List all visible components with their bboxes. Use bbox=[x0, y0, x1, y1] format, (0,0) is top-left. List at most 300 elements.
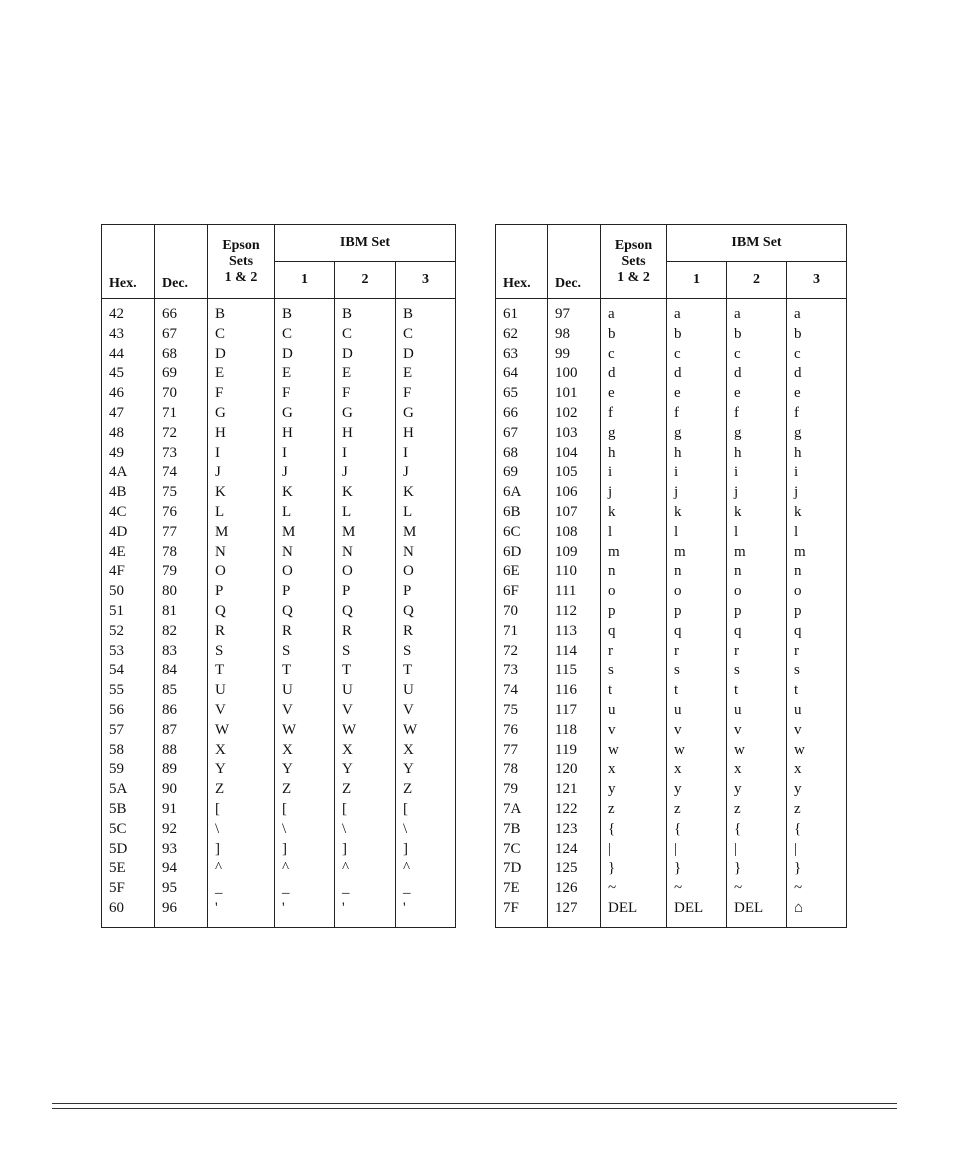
table-row bbox=[496, 800, 847, 820]
dec-cell: 126 bbox=[548, 879, 601, 899]
table-row bbox=[102, 602, 456, 622]
ibm2-cell: i bbox=[727, 463, 787, 483]
table-row bbox=[496, 543, 847, 563]
epson-cell: ' bbox=[208, 899, 275, 927]
ibm3-cell: G bbox=[396, 404, 456, 424]
ibm2-cell: C bbox=[335, 325, 396, 345]
dec-cell: 102 bbox=[548, 404, 601, 424]
dec-cell: 84 bbox=[155, 661, 208, 681]
table-row bbox=[496, 741, 847, 761]
ibm2-cell: ' bbox=[335, 899, 396, 927]
ibm3-cell: i bbox=[787, 463, 847, 483]
ibm1-cell: N bbox=[275, 543, 335, 563]
ibm-set-header: IBM Set bbox=[275, 225, 456, 262]
ibm3-cell: B bbox=[396, 299, 456, 325]
table-row bbox=[102, 543, 456, 563]
epson-cell: N bbox=[208, 543, 275, 563]
ibm1-cell: x bbox=[667, 760, 727, 780]
epson-cell: L bbox=[208, 503, 275, 523]
epson-header bbox=[601, 225, 667, 299]
epson-cell: B bbox=[208, 299, 275, 325]
dec-cell: 108 bbox=[548, 523, 601, 543]
ibm3-cell: V bbox=[396, 701, 456, 721]
ibm2-cell: V bbox=[335, 701, 396, 721]
dec-cell: 88 bbox=[155, 741, 208, 761]
table-row bbox=[102, 364, 456, 384]
ibm2-cell: m bbox=[727, 543, 787, 563]
table-row bbox=[102, 681, 456, 701]
epson-cell: I bbox=[208, 444, 275, 464]
epson-cell: a bbox=[601, 299, 667, 325]
ibm3-cell: U bbox=[396, 681, 456, 701]
ibm1-cell: D bbox=[275, 345, 335, 365]
table-row bbox=[496, 701, 847, 721]
ibm1-cell: J bbox=[275, 463, 335, 483]
ibm2-cell: G bbox=[335, 404, 396, 424]
dec-cell: 125 bbox=[548, 859, 601, 879]
ibm1-cell: I bbox=[275, 444, 335, 464]
table-row bbox=[496, 840, 847, 860]
table-row bbox=[102, 622, 456, 642]
dec-cell: 106 bbox=[548, 483, 601, 503]
dec-cell: 112 bbox=[548, 602, 601, 622]
dec-cell: 79 bbox=[155, 562, 208, 582]
ibm3-cell: X bbox=[396, 741, 456, 761]
hex-cell: 6F bbox=[496, 582, 548, 602]
ibm3-cell: I bbox=[396, 444, 456, 464]
ibm1-cell: H bbox=[275, 424, 335, 444]
table-row bbox=[102, 859, 456, 879]
epson-cell: b bbox=[601, 325, 667, 345]
epson-cell: D bbox=[208, 345, 275, 365]
ibm3-cell: J bbox=[396, 463, 456, 483]
dec-cell: 78 bbox=[155, 543, 208, 563]
ibm2-cell: U bbox=[335, 681, 396, 701]
hex-cell: 79 bbox=[496, 780, 548, 800]
ibm1-cell: v bbox=[667, 721, 727, 741]
ibm3-cell: y bbox=[787, 780, 847, 800]
dec-cell: 74 bbox=[155, 463, 208, 483]
epson-cell: Y bbox=[208, 760, 275, 780]
hex-cell: 7B bbox=[496, 820, 548, 840]
ibm3-cell: ^ bbox=[396, 859, 456, 879]
table-row bbox=[102, 879, 456, 899]
table-row bbox=[496, 622, 847, 642]
table-row bbox=[102, 483, 456, 503]
dec-cell: 86 bbox=[155, 701, 208, 721]
table-row bbox=[496, 424, 847, 444]
ibm2-cell: x bbox=[727, 760, 787, 780]
dec-cell: 72 bbox=[155, 424, 208, 444]
epson-cell: Q bbox=[208, 602, 275, 622]
dec-cell: 83 bbox=[155, 642, 208, 662]
hex-cell: 74 bbox=[496, 681, 548, 701]
table-row bbox=[102, 800, 456, 820]
hex-cell: 75 bbox=[496, 701, 548, 721]
ibm2-cell: u bbox=[727, 701, 787, 721]
ibm3-cell: o bbox=[787, 582, 847, 602]
dec-cell: 89 bbox=[155, 760, 208, 780]
dec-cell: 87 bbox=[155, 721, 208, 741]
ibm3-cell: t bbox=[787, 681, 847, 701]
ibm2-cell: y bbox=[727, 780, 787, 800]
hex-cell: 6D bbox=[496, 543, 548, 563]
ibm1-cell: ' bbox=[275, 899, 335, 927]
table-row bbox=[102, 780, 456, 800]
dec-cell: 85 bbox=[155, 681, 208, 701]
epson-cell: F bbox=[208, 384, 275, 404]
ibm3-cell: Q bbox=[396, 602, 456, 622]
table-row bbox=[496, 463, 847, 483]
epson-cell: { bbox=[601, 820, 667, 840]
hex-cell: 67 bbox=[496, 424, 548, 444]
ibm3-cell: D bbox=[396, 345, 456, 365]
table-row bbox=[496, 562, 847, 582]
ibm1-cell: R bbox=[275, 622, 335, 642]
hex-cell: 61 bbox=[496, 299, 548, 325]
hex-cell: 57 bbox=[102, 721, 155, 741]
ibm2-cell: \ bbox=[335, 820, 396, 840]
char-table-body bbox=[102, 299, 456, 928]
epson-cell: y bbox=[601, 780, 667, 800]
dec-cell: 97 bbox=[548, 299, 601, 325]
ibm1-cell: h bbox=[667, 444, 727, 464]
character-table-right bbox=[495, 224, 846, 928]
hex-cell: 60 bbox=[102, 899, 155, 927]
table-row bbox=[496, 404, 847, 424]
ibm1-cell: K bbox=[275, 483, 335, 503]
ibm1-cell: q bbox=[667, 622, 727, 642]
dec-cell: 69 bbox=[155, 364, 208, 384]
ibm1-cell: z bbox=[667, 800, 727, 820]
ibm2-cell: Z bbox=[335, 780, 396, 800]
hex-cell: 47 bbox=[102, 404, 155, 424]
ibm-sub-header-2: 2 bbox=[335, 262, 396, 299]
epson-cell: S bbox=[208, 642, 275, 662]
table-row bbox=[496, 523, 847, 543]
hex-cell: 76 bbox=[496, 721, 548, 741]
ibm3-cell: O bbox=[396, 562, 456, 582]
character-table-left bbox=[101, 224, 455, 928]
epson-cell: e bbox=[601, 384, 667, 404]
table-row bbox=[102, 523, 456, 543]
ibm3-cell: b bbox=[787, 325, 847, 345]
ibm3-cell: ' bbox=[396, 899, 456, 927]
hex-cell: 59 bbox=[102, 760, 155, 780]
table-row bbox=[102, 899, 456, 927]
ibm1-cell: W bbox=[275, 721, 335, 741]
epson-cell: z bbox=[601, 800, 667, 820]
table-row bbox=[102, 642, 456, 662]
dec-cell: 120 bbox=[548, 760, 601, 780]
ibm1-cell: G bbox=[275, 404, 335, 424]
table-row bbox=[102, 503, 456, 523]
epson-cell: R bbox=[208, 622, 275, 642]
ibm1-cell: X bbox=[275, 741, 335, 761]
ibm2-cell: L bbox=[335, 503, 396, 523]
hex-header: Hex. bbox=[102, 225, 155, 299]
ibm3-cell: \ bbox=[396, 820, 456, 840]
epson-cell: i bbox=[601, 463, 667, 483]
ibm2-cell: I bbox=[335, 444, 396, 464]
epson-header-line2: Sets bbox=[621, 253, 646, 269]
hex-cell: 71 bbox=[496, 622, 548, 642]
epson-cell: c bbox=[601, 345, 667, 365]
ibm3-cell: d bbox=[787, 364, 847, 384]
ibm1-cell: ^ bbox=[275, 859, 335, 879]
ibm1-cell: p bbox=[667, 602, 727, 622]
epson-cell: d bbox=[601, 364, 667, 384]
hex-cell: 5A bbox=[102, 780, 155, 800]
ibm1-cell: a bbox=[667, 299, 727, 325]
ibm-sub-header-1: 1 bbox=[275, 262, 335, 299]
dec-cell: 75 bbox=[155, 483, 208, 503]
ibm3-cell: | bbox=[787, 840, 847, 860]
hex-cell: 7F bbox=[496, 899, 548, 927]
ibm2-cell: ^ bbox=[335, 859, 396, 879]
table-row bbox=[102, 345, 456, 365]
ibm2-cell: J bbox=[335, 463, 396, 483]
table-row bbox=[102, 424, 456, 444]
dec-cell: 115 bbox=[548, 661, 601, 681]
table-row bbox=[496, 899, 847, 927]
ibm2-cell: K bbox=[335, 483, 396, 503]
ibm3-cell: ] bbox=[396, 840, 456, 860]
ibm1-cell: y bbox=[667, 780, 727, 800]
ibm2-cell: z bbox=[727, 800, 787, 820]
ibm-sub-header-3: 3 bbox=[787, 262, 847, 299]
ibm3-cell: ~ bbox=[787, 879, 847, 899]
dec-cell: 95 bbox=[155, 879, 208, 899]
hex-cell: 43 bbox=[102, 325, 155, 345]
table-row bbox=[102, 404, 456, 424]
hex-cell: 51 bbox=[102, 602, 155, 622]
table-row bbox=[496, 681, 847, 701]
dec-cell: 107 bbox=[548, 503, 601, 523]
epson-cell: ^ bbox=[208, 859, 275, 879]
hex-cell: 4E bbox=[102, 543, 155, 563]
hex-cell: 62 bbox=[496, 325, 548, 345]
ibm3-cell: c bbox=[787, 345, 847, 365]
hex-cell: 69 bbox=[496, 463, 548, 483]
ibm2-cell: g bbox=[727, 424, 787, 444]
dec-cell: 110 bbox=[548, 562, 601, 582]
table-row bbox=[102, 562, 456, 582]
char-table-body bbox=[496, 299, 847, 928]
dec-cell: 121 bbox=[548, 780, 601, 800]
hex-cell: 4B bbox=[102, 483, 155, 503]
table-row bbox=[102, 840, 456, 860]
dec-cell: 73 bbox=[155, 444, 208, 464]
ibm1-cell: k bbox=[667, 503, 727, 523]
ibm3-cell: e bbox=[787, 384, 847, 404]
ibm3-cell: S bbox=[396, 642, 456, 662]
ibm2-cell: j bbox=[727, 483, 787, 503]
ibm3-cell: p bbox=[787, 602, 847, 622]
ibm3-cell: [ bbox=[396, 800, 456, 820]
ibm1-cell: c bbox=[667, 345, 727, 365]
hex-cell: 44 bbox=[102, 345, 155, 365]
ibm1-cell: ~ bbox=[667, 879, 727, 899]
epson-cell: V bbox=[208, 701, 275, 721]
ibm1-cell: s bbox=[667, 661, 727, 681]
table-row bbox=[496, 661, 847, 681]
epson-cell: ~ bbox=[601, 879, 667, 899]
table-row bbox=[102, 463, 456, 483]
ibm2-cell: h bbox=[727, 444, 787, 464]
dec-cell: 66 bbox=[155, 299, 208, 325]
hex-cell: 7A bbox=[496, 800, 548, 820]
epson-cell: g bbox=[601, 424, 667, 444]
epson-cell: k bbox=[601, 503, 667, 523]
dec-cell: 122 bbox=[548, 800, 601, 820]
ibm1-cell: l bbox=[667, 523, 727, 543]
dec-cell: 67 bbox=[155, 325, 208, 345]
epson-cell: r bbox=[601, 642, 667, 662]
ibm3-cell: g bbox=[787, 424, 847, 444]
ibm2-cell: p bbox=[727, 602, 787, 622]
char-table bbox=[495, 224, 847, 928]
table-row bbox=[102, 721, 456, 741]
epson-cell: ] bbox=[208, 840, 275, 860]
ibm3-cell: m bbox=[787, 543, 847, 563]
ibm2-cell: c bbox=[727, 345, 787, 365]
dec-cell: 123 bbox=[548, 820, 601, 840]
dec-cell: 116 bbox=[548, 681, 601, 701]
ibm2-cell: Y bbox=[335, 760, 396, 780]
epson-cell: H bbox=[208, 424, 275, 444]
epson-cell: u bbox=[601, 701, 667, 721]
epson-cell: } bbox=[601, 859, 667, 879]
ibm1-cell: w bbox=[667, 741, 727, 761]
ibm2-cell: b bbox=[727, 325, 787, 345]
ibm2-cell: r bbox=[727, 642, 787, 662]
hex-cell: 72 bbox=[496, 642, 548, 662]
hex-cell: 58 bbox=[102, 741, 155, 761]
hex-cell: 55 bbox=[102, 681, 155, 701]
ibm1-cell: r bbox=[667, 642, 727, 662]
table-row bbox=[102, 325, 456, 345]
table-row bbox=[102, 661, 456, 681]
table-row bbox=[102, 741, 456, 761]
hex-cell: 4C bbox=[102, 503, 155, 523]
ibm1-cell: e bbox=[667, 384, 727, 404]
ibm2-cell: ] bbox=[335, 840, 396, 860]
epson-header-line3: 1 & 2 bbox=[617, 269, 650, 285]
ibm2-cell: n bbox=[727, 562, 787, 582]
ibm-sub-header-2: 2 bbox=[727, 262, 787, 299]
ibm2-cell: W bbox=[335, 721, 396, 741]
ibm-sub-header-1: 1 bbox=[667, 262, 727, 299]
dec-cell: 91 bbox=[155, 800, 208, 820]
footer-rule-lower bbox=[52, 1108, 897, 1109]
hex-cell: 4D bbox=[102, 523, 155, 543]
hex-cell: 70 bbox=[496, 602, 548, 622]
hex-cell: 5C bbox=[102, 820, 155, 840]
epson-cell: T bbox=[208, 661, 275, 681]
hex-cell: 48 bbox=[102, 424, 155, 444]
ibm2-cell: e bbox=[727, 384, 787, 404]
dec-cell: 118 bbox=[548, 721, 601, 741]
hex-cell: 6A bbox=[496, 483, 548, 503]
ibm1-cell: t bbox=[667, 681, 727, 701]
ibm1-cell: u bbox=[667, 701, 727, 721]
dec-cell: 94 bbox=[155, 859, 208, 879]
hex-cell: 65 bbox=[496, 384, 548, 404]
hex-cell: 45 bbox=[102, 364, 155, 384]
ibm2-cell: T bbox=[335, 661, 396, 681]
table-row bbox=[102, 384, 456, 404]
ibm3-cell: F bbox=[396, 384, 456, 404]
ibm3-cell: K bbox=[396, 483, 456, 503]
hex-cell: 54 bbox=[102, 661, 155, 681]
hex-cell: 64 bbox=[496, 364, 548, 384]
dec-cell: 114 bbox=[548, 642, 601, 662]
epson-cell: X bbox=[208, 741, 275, 761]
hex-cell: 50 bbox=[102, 582, 155, 602]
ibm3-cell: l bbox=[787, 523, 847, 543]
ibm2-cell: N bbox=[335, 543, 396, 563]
ibm1-cell: b bbox=[667, 325, 727, 345]
epson-cell: Z bbox=[208, 780, 275, 800]
epson-cell: M bbox=[208, 523, 275, 543]
ibm1-cell: C bbox=[275, 325, 335, 345]
epson-cell: m bbox=[601, 543, 667, 563]
ibm1-cell: M bbox=[275, 523, 335, 543]
epson-cell: J bbox=[208, 463, 275, 483]
ibm2-cell: d bbox=[727, 364, 787, 384]
dec-cell: 105 bbox=[548, 463, 601, 483]
epson-cell: | bbox=[601, 840, 667, 860]
ibm1-cell: Y bbox=[275, 760, 335, 780]
ibm1-cell: | bbox=[667, 840, 727, 860]
ibm3-cell: Z bbox=[396, 780, 456, 800]
hex-cell: 63 bbox=[496, 345, 548, 365]
ibm2-cell: B bbox=[335, 299, 396, 325]
ibm1-cell: g bbox=[667, 424, 727, 444]
table-row bbox=[496, 582, 847, 602]
ibm1-cell: } bbox=[667, 859, 727, 879]
ibm2-cell: } bbox=[727, 859, 787, 879]
ibm2-cell: o bbox=[727, 582, 787, 602]
dec-cell: 104 bbox=[548, 444, 601, 464]
ibm2-cell: ~ bbox=[727, 879, 787, 899]
ibm3-cell: v bbox=[787, 721, 847, 741]
dec-cell: 127 bbox=[548, 899, 601, 927]
ibm3-cell: j bbox=[787, 483, 847, 503]
ibm2-cell: w bbox=[727, 741, 787, 761]
hex-cell: 49 bbox=[102, 444, 155, 464]
epson-cell: s bbox=[601, 661, 667, 681]
ibm2-cell: O bbox=[335, 562, 396, 582]
dec-cell: 76 bbox=[155, 503, 208, 523]
ibm2-cell: S bbox=[335, 642, 396, 662]
ibm1-cell: O bbox=[275, 562, 335, 582]
dec-cell: 100 bbox=[548, 364, 601, 384]
hex-cell: 42 bbox=[102, 299, 155, 325]
dec-cell: 119 bbox=[548, 741, 601, 761]
ibm2-cell: DEL bbox=[727, 899, 787, 927]
dec-cell: 109 bbox=[548, 543, 601, 563]
table-row bbox=[496, 503, 847, 523]
hex-cell: 5E bbox=[102, 859, 155, 879]
dec-header: Dec. bbox=[548, 225, 601, 299]
table-row bbox=[496, 364, 847, 384]
hex-cell: 53 bbox=[102, 642, 155, 662]
ibm2-cell: Q bbox=[335, 602, 396, 622]
ibm1-cell: V bbox=[275, 701, 335, 721]
table-row bbox=[496, 760, 847, 780]
